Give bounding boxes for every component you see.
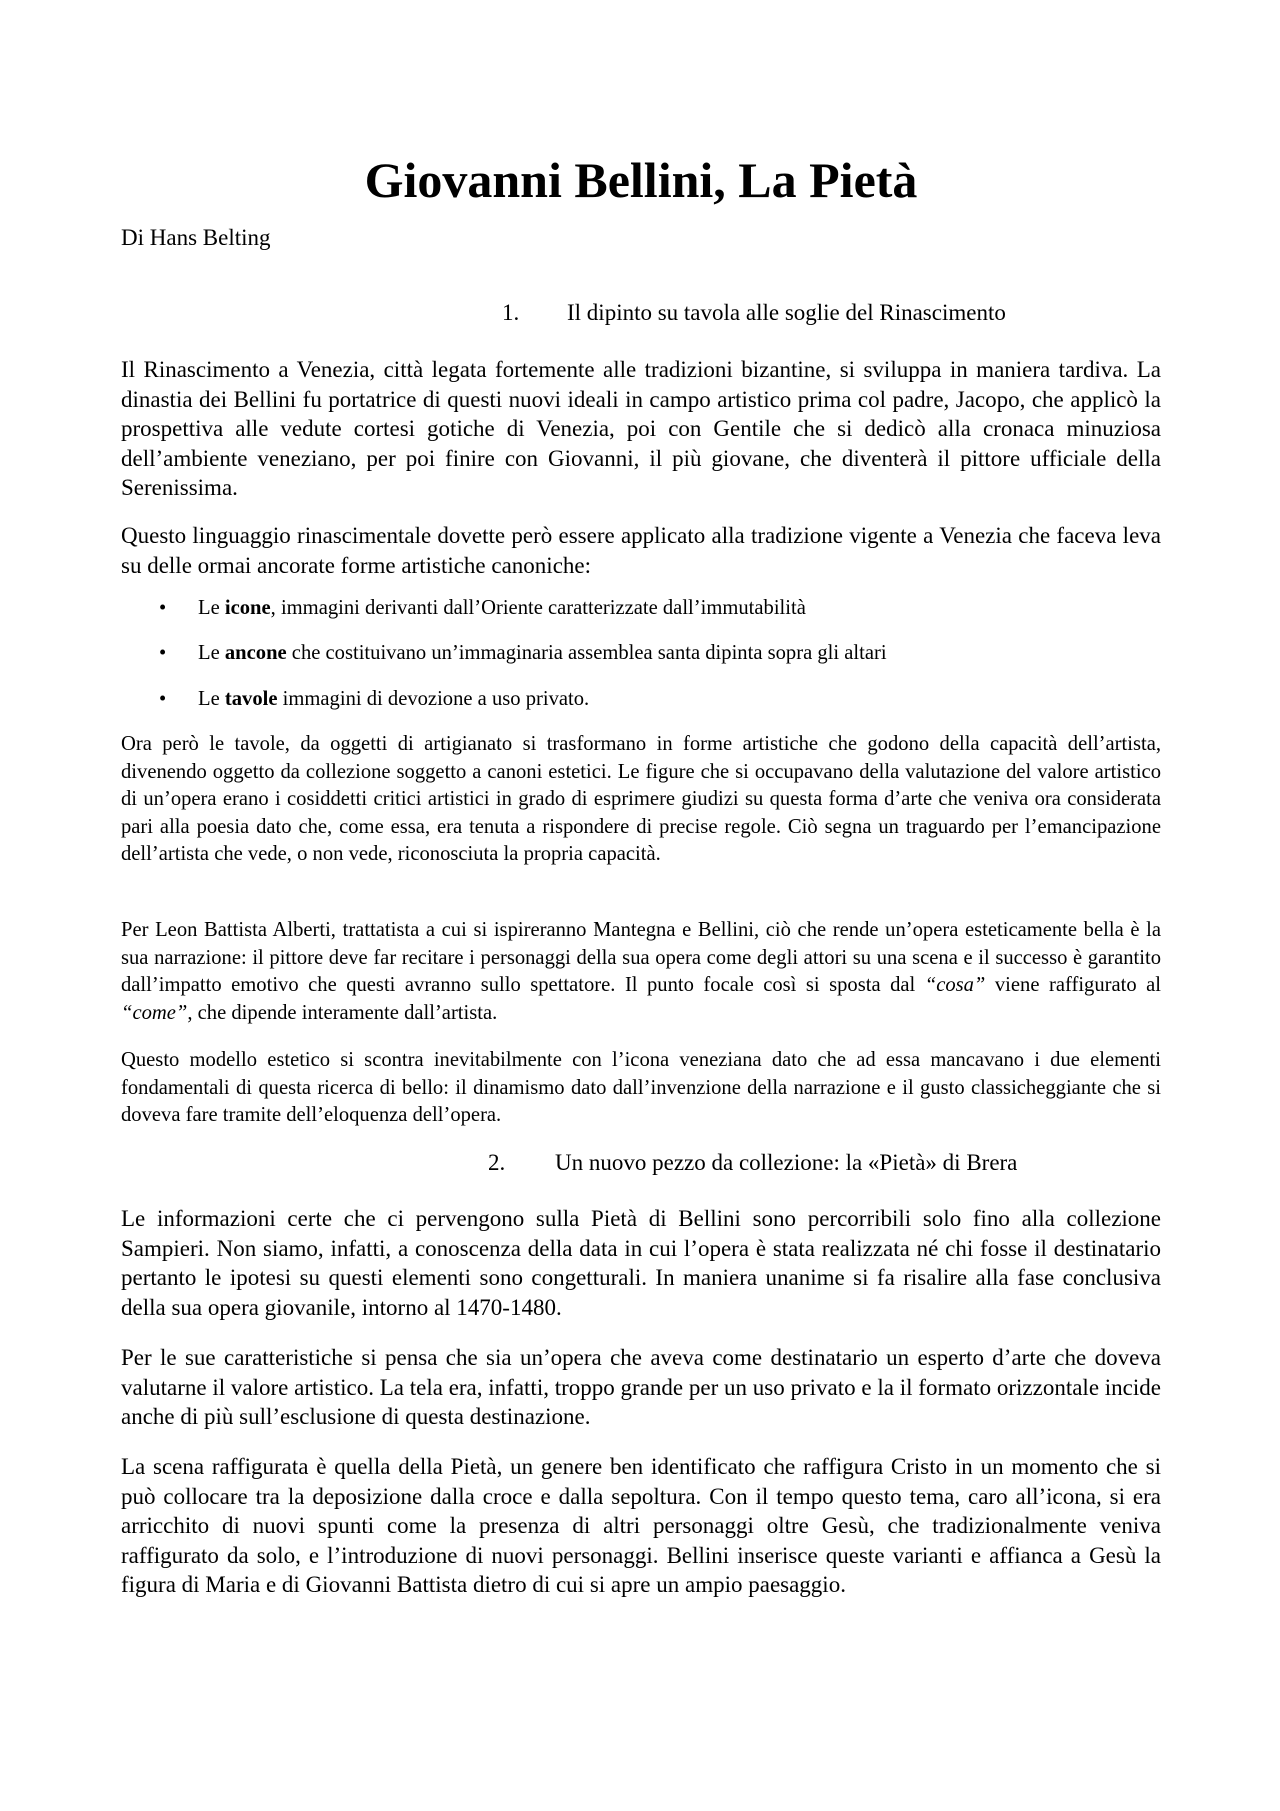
section-1-heading [121,298,1161,328]
bullet-text: Le icone, immagini derivanti dall’Oriente caratterizzate dall’immutabilità [198,597,806,619]
bullet-dot-icon: • [159,642,167,664]
section-1-paragraph-5: Questo modello estetico si scontra inevitabilmente con l’icona veneziana dato che ad essa mancavano i due elementi fondamentali di questa ricerca di bello: il dinamismo dato dall’invenzione della narrazione e il gusto classicheggiante che si doveva fare tramite dell’eloquenza dell’opera. [121,1049,1161,1127]
bullet-text: Le tavole immagini di devozione a uso privato. [198,688,590,710]
section-1-paragraph-3: Ora però le tavole, da oggetti di artigianato si trasformano in forme artistiche che godono della capacità dell’artista, divenendo oggetto da collezione soggetto a canoni estetici. Le figure che si occupavano della valutazione del valore artistico di un’opera erano i cosiddetti critici artistici in grado di esprimere giudizi su questa forma d’arte che veniva ora considerata pari alla poesia dato che, come essa, era tenuta a rispondere di precise regole. Ciò segna un traguardo per l’emancipazione dell’artista che vede, o non vede, riconosciuta la propria capacità. [121,733,1161,866]
bullet-dot-icon: • [159,597,167,619]
section-2-paragraph-1: Le informazioni certe che ci pervengono sulla Pietà di Bellini sono percorribili solo fino alla collezione Sampieri. Non siamo, infatti, a conoscenza della data in cui l’opera è stata realizzata né chi fosse il destinatario pertanto le ipotesi su questi elementi sono congetturali. In maniera unanime si fa risalire alla fase conclusiva della sua opera giovanile, intorno al 1470-1480. [121,1206,1161,1320]
section-2-paragraph-2: Per le sue caratteristiche si pensa che sia un’opera che aveva come destinatario un esperto d’arte che doveva valutarne il valore artistico. La tela era, infatti, troppo grande per un uso privato e la il formato orizzontale incide anche di più sull’esclusione di questa destinazione. [121,1345,1161,1430]
section-1-paragraph-4: Per Leon Battista Alberti, trattatista a cui si ispireranno Mantegna e Bellini, ciò che rende un’opera esteticamente bella è la sua narrazione: il pittore deve far recitare i personaggi della sua opera come degli attori su una scena e il successo è garantito dall’impatto emotivo che questi avranno sullo spettatore. Il punto focale così si sposta dal “cosa” viene raffigurato al “come”, che dipende interamente dall’artista. [121,919,1161,1024]
document-title: Giovanni Bellini, La Pietà [364,152,918,208]
section-2-heading [121,1148,1161,1178]
section-1-paragraph-1: Il Rinascimento a Venezia, città legata fortemente alle tradizioni bizantine, si sviluppa in maniera tardiva. La dinastia dei Bellini fu portatrice di questi nuovi ideali in campo artistico prima col padre, Jacopo, che applicò la prospettiva alle vedute cortesi gotiche di Venezia, poi con Gentile che si dedicò alla cronaca minuziosa dell’ambiente veneziano, per poi finire con Giovanni, il più giovane, che diventerà il pittore ufficiale della Serenissima. [121,357,1161,501]
section-2-heading-text: Un nuovo pezzo da collezione: la «Pietà» di Brera [555,1150,1018,1175]
section-2-paragraph-3: La scena raffigurata è quella della Pietà, un genere ben identificato che raffigura Cristo in un momento che si può collocare tra la deposizione dalla croce e dalla sepoltura. Con il tempo questo tema, caro all’icona, si era arricchito di nuovi spunti come la presenza di altri personaggi oltre Gesù, che tradizionalmente veniva raffigurato da solo, e l’introduzione di nuovi personaggi. Bellini inserisce queste varianti e affianca a Gesù la figura di Maria e di Giovanni Battista dietro di cui si apre un ampio paesaggio. [121,1454,1161,1598]
author-line: Di Hans Belting [121,225,271,250]
bullet-text: Le ancone che costituivano un’immaginaria assemblea santa dipinta sopra gli altari [198,642,887,664]
section-1-heading-text: Il dipinto su tavola alle soglie del Rinascimento [567,300,1006,325]
section-1-paragraph-2: Questo linguaggio rinascimentale dovette però essere applicato alla tradizione vigente a Venezia che faceva leva su delle ormai ancorate forme artistiche canoniche: [121,523,1161,578]
section-1-number: 1. [502,300,520,325]
bullet-dot-icon: • [159,688,167,710]
section-2-number: 2. [488,1150,506,1175]
